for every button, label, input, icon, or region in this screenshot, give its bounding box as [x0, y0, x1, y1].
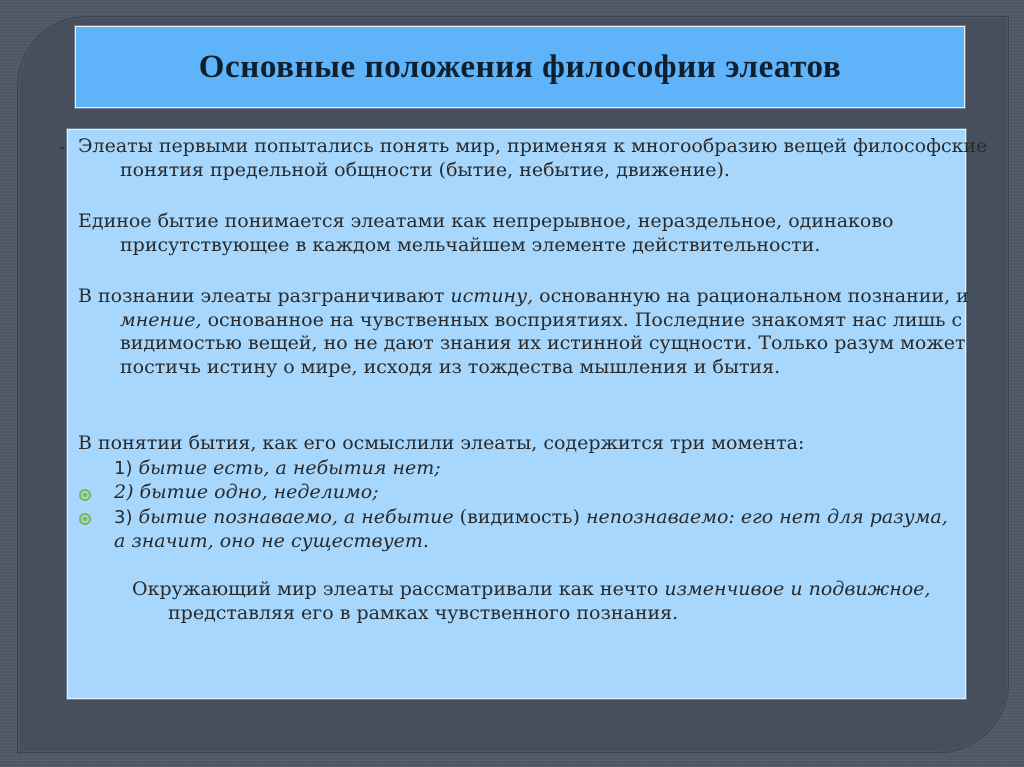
p3-opinion: мнение, [120, 308, 202, 331]
item3-number: 3) [114, 507, 133, 528]
paragraph-5 [132, 578, 958, 625]
list-item-2: 2) бытие одно, неделимо; [114, 481, 379, 503]
p3-text-a: В познании элеаты разграничивают [78, 285, 451, 307]
list-item-3 [114, 506, 954, 553]
paragraph-4: В понятии бытия, как его осмыслили элеаты, содержится три момента: [78, 432, 805, 454]
p3-text-e: основанное на чувственных восприятиях. Последние знакомят нас лишь с видимостью вещей, но не дают знания их истинной сущности. Только разум может постичь истину о мире, исходя из тождества мышления и бытия. [120, 308, 966, 378]
item1-text: бытие есть, а небытия нет; [132, 457, 441, 479]
title-box [75, 26, 965, 108]
paragraph-2: Единое бытие понимается элеатами как непрерывное, нераздельное, одинаково присутствующее в каждом мельчайшем элементе действительности. [78, 210, 894, 256]
bullet-icon [79, 489, 91, 501]
slide-title: Основные положения философии элеатов [198, 48, 842, 85]
p5-text-c: представляя его в рамках чувственного познания. [168, 601, 679, 624]
item3-text-a: бытие познаваемо, а небытие [132, 506, 454, 528]
bullet-icon [79, 513, 91, 525]
item3-text-b: (видимость) [453, 506, 586, 528]
p5-text-a: Окружающий мир элеаты рассматривали как нечто [132, 578, 665, 600]
paragraph-3 [78, 285, 1000, 379]
p5-text-b: изменчивое и подвижное, [664, 578, 931, 600]
list-item-1 [114, 457, 954, 481]
item1-number: 1) [114, 458, 133, 479]
p3-truth: истину, [450, 285, 534, 307]
p3-text-c: основанную на рациональном познании, и [533, 285, 969, 307]
tick-mark: - [60, 140, 66, 156]
item3-text-c: непознаваемо: его нет для разума, а значит, оно не существует. [114, 506, 948, 552]
paragraph-1: Элеаты первыми попытались понять мир, применяя к многообразию вещей философские понятия предельной общности (бытие, небытие, движение). [78, 135, 988, 181]
